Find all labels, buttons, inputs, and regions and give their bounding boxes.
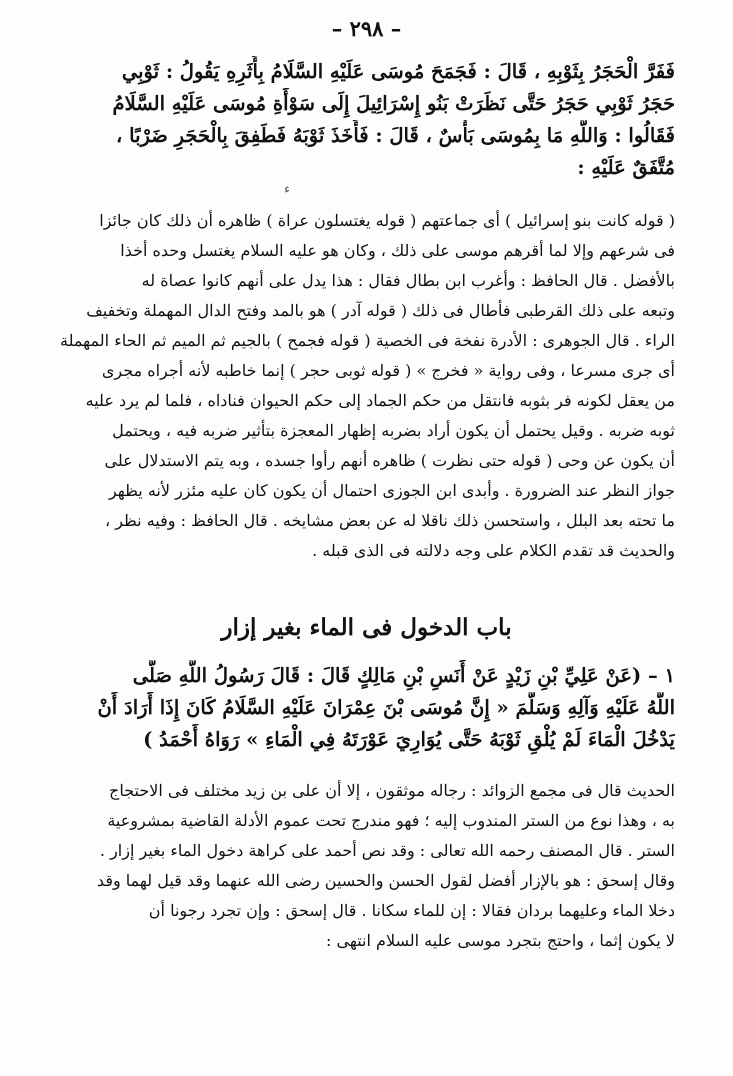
text-line: من يعقل لكونه فر بثوبه فانتقل من حكم الجماد إلى حكم الحيوان فناداه ، فلما لم يرد عليه [85, 391, 675, 410]
text-line: جواز النظر عند الضرورة . وأبدى ابن الجوزى احتمال أن يكون كان عليه مئزر لأنه يظهر [108, 481, 675, 500]
text-line: الحديث قال فى مجمع الزوائد : رجاله موثقون ، إلا أن على بن زيد مختلف فى الاحتجاج [109, 781, 675, 800]
text-line: فَقَالُوا : وَاللَّهِ مَا بِمُوسَى بَأْسٌ ، قَالَ : فَأَخَذَ ثَوْبَهُ فَطَفِقَ بِالْحَجَرِ ضَرْبًا ، [116, 124, 675, 147]
text-line: به ، وهذا نوع من الستر المندوب إليه ؛ فهو مندرج تحت عموم الأدلة القاضية بمشروعية [107, 811, 675, 830]
page-number: – ۲۹۸ – [331, 16, 402, 41]
text-line: وتبعه على ذلك القرطبى فأطال فى ذلك ( قوله آدر ) هو بالمد وفتح الدال المهملة وتخفيف [86, 301, 675, 320]
text-line: حَجَرُ ثَوْبِي حَجَرُ حَتَّى نَظَرَتْ بَنُو إِسْرَائِيلَ إِلَى سَوْأَةِ مُوسَى عَلَيْهِ السَّلَامُ [112, 92, 675, 115]
text-line: والحديث قد تقدم الكلام على وجه دلالته فى الذى قبله . [312, 541, 675, 560]
text-line: فَفَرَّ الْحَجَرُ بِثَوْبِهِ ، قَالَ : فَجَمَحَ مُوسَى عَلَيْهِ السَّلَامُ بِأَثَرِهِ يَقُولُ : ثَوْبِي [121, 60, 675, 83]
text-line: وقال إسحق : هو بالإزار أفضل لقول الحسن والحسين رضى الله عنهما وقد قيل لهما وقد [96, 871, 675, 890]
text-line: ما تحته بعد البلل ، واستحسن ذلك ناقلا له عن بعض مشايخه . قال الحافظ : وفيه نظر ، [104, 511, 675, 530]
hadith-passage-1 [58, 56, 675, 184]
section-heading: باب الدخول فى الماء بغير إزار [221, 614, 512, 641]
text-line: الستر . قال المصنف رحمه الله تعالى : وقد نص أحمد على كراهة دخول الماء بغير إزار . [99, 841, 675, 860]
text-line: فى شرعهم وإلا لما أقرهم موسى على ذلك ، وكان هو عليه السلام يغتسل وحده أخذا [120, 241, 675, 260]
hadith-passage-2 [58, 660, 675, 756]
text-line: ( قوله كانت بنو إسرائيل ) أى جماعتهم ( قوله يغتسلون عراة ) ظاهره أن ذلك كان جائزا [99, 211, 675, 230]
text-line: بالأفضل . قال الحافظ : وأغرب ابن بطال فقال : هذا يدل على أنهم كانوا عصاة له [141, 271, 675, 290]
text-line: يَدْخُلَ الْمَاءَ لَمْ يُلْقِ ثَوْبَهُ حَتَّى يُوَارِيَ عَوْرَتَهُ فِي الْمَاءِ » رَوَاهُ أَحْمَدُ ) [143, 728, 675, 751]
commentary-1 [58, 206, 675, 566]
text-line: لا يكون إثما ، واحتج بتجرد موسى عليه السلام انتهى : [326, 931, 675, 950]
text-line: مُتَّفَقٌ عَلَيْهِ : [577, 156, 675, 179]
text-line: دخلا الماء وعليهما بردان فقالا : إن للماء سكانا . قال إسحق : وإن تجرد رجونا أن [148, 901, 675, 920]
commentary-2 [58, 776, 675, 956]
text-line: اللَّهُ عَلَيْهِ وَآلِهِ وَسَلَّمَ « إِنَّ مُوسَى بْنَ عِمْرَانَ عَلَيْهِ السَّلَامُ كَانَ إِذَا أَرَادَ أَنْ [97, 696, 675, 719]
print-speck: ء [284, 182, 291, 197]
text-line: الراء . قال الجوهرى : الأدرة نفخة فى الخصية ( قوله فجمح ) بالجيم ثم الميم ثم الحاء المهملة [60, 331, 675, 350]
text-line: أن يكون عن وحى ( قوله حتى نظرت ) ظاهره أنهم رأوا جسده ، وبه يتم الاستدلال على [104, 451, 675, 470]
text-line: ١ – (عَنْ عَلِيِّ بْنِ زَيْدٍ عَنْ أَنَسِ بْنِ مَالِكٍ قَالَ : قَالَ رَسُولُ اللَّهِ صَلَّى [132, 664, 675, 687]
text-line: ثوبه ضربه . وقيل يحتمل أن يكون أراد بضربه إظهار المعجزة بتأثير ضربه فيه ، ويحتمل [112, 421, 675, 440]
text-line: أى جرى مسرعا ، وفى رواية « فخرج » ( قوله ثوبى حجر ) إنما خاطبه لأنه أجراه مجرى [101, 361, 675, 380]
